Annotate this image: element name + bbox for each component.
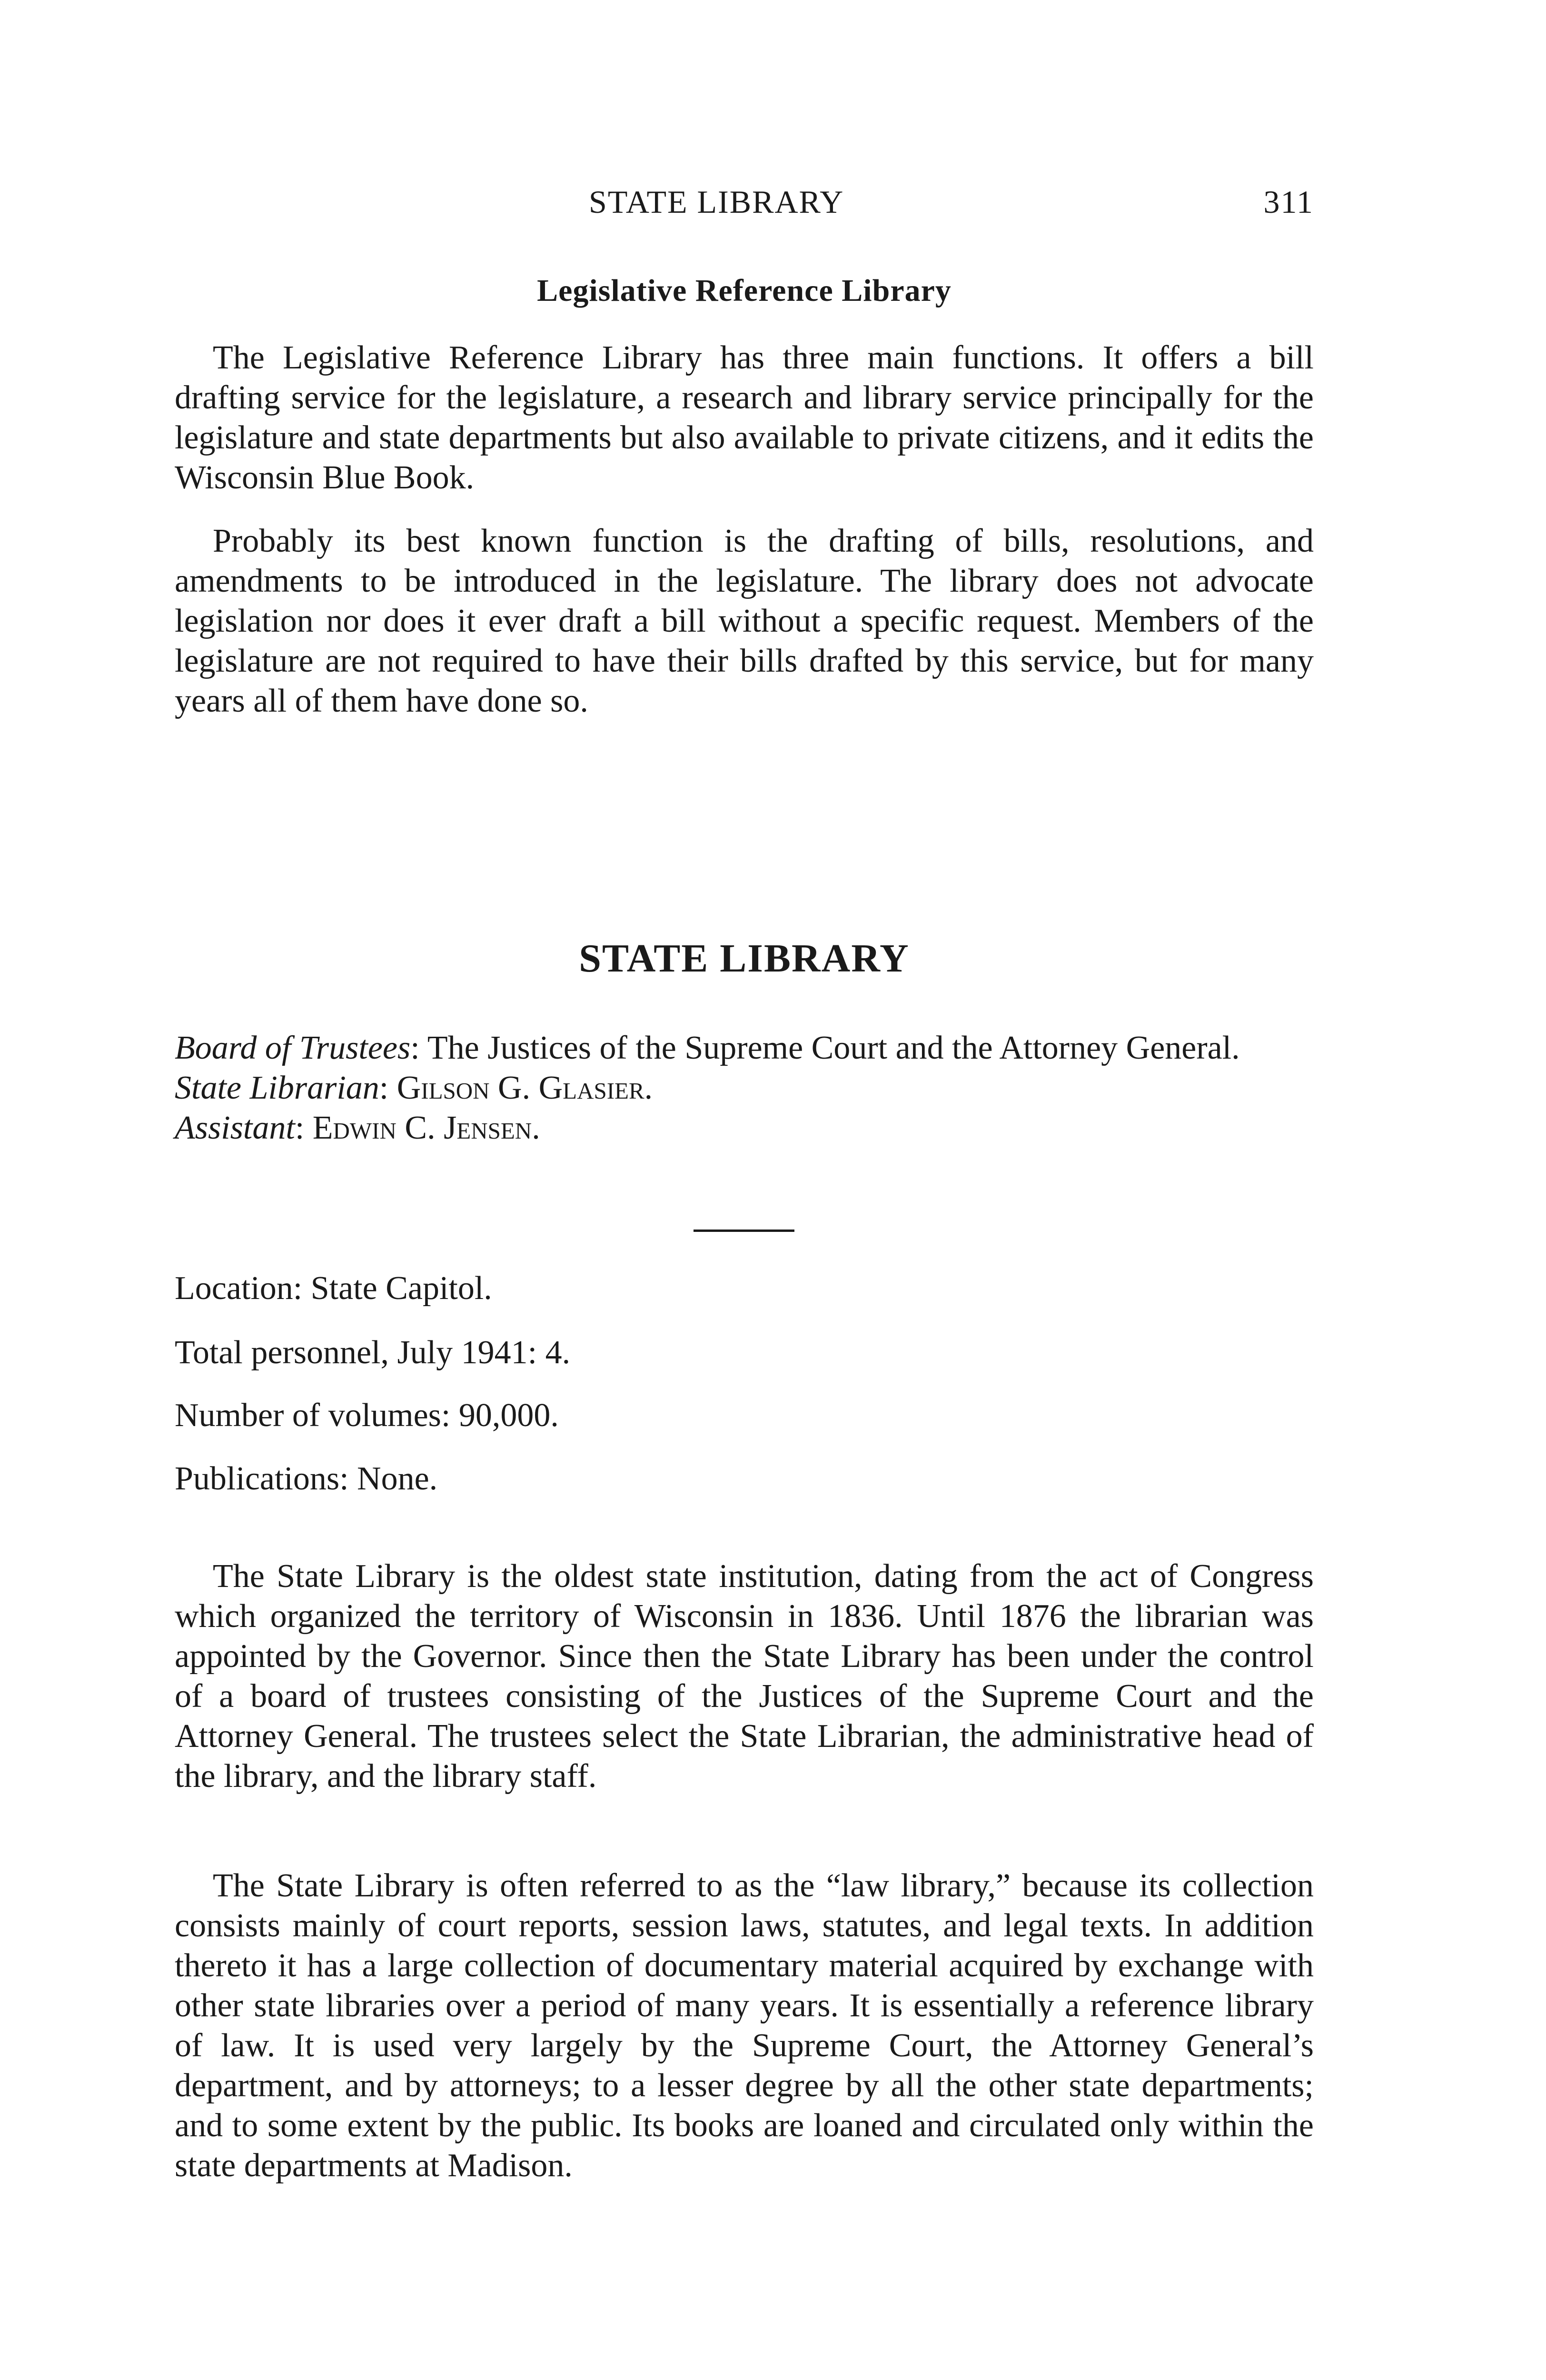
fact-personnel: Total personnel, July 1941: 4. xyxy=(175,1334,571,1371)
officer-row-board xyxy=(175,1028,1314,1068)
state-library-title: STATE LIBRARY xyxy=(579,936,910,981)
page-number: 311 xyxy=(1263,184,1314,220)
legislative-reference-heading: Legislative Reference Library xyxy=(537,273,951,308)
running-head xyxy=(175,183,1314,226)
officer-row-librarian xyxy=(175,1068,1314,1108)
legislative-reference-paragraph-1: The Legislative Reference Library has three main functions. It offers a bill drafting service for the legislature, a research and library service principally for the legislature and state departments but also available to private citizens, and it edits the Wisconsin Blue Book. xyxy=(175,339,1314,496)
officer-separator: : xyxy=(410,1030,420,1066)
fact-location: Location: State Capitol. xyxy=(175,1270,492,1307)
legislative-reference-paragraph-2: Probably its best known function is the drafting of bills, resolutions, and amendments to be introduced in the legislature. The library does not advocate legislation nor does it ever draft a bill without a specific request. Members of the legislature are not required to have their bills drafted by this service, but for many years all of them have done so. xyxy=(175,523,1314,719)
officer-role: Board of Trustees xyxy=(175,1030,411,1066)
section-divider xyxy=(694,1230,794,1232)
officers-list xyxy=(175,1028,1314,1148)
fact-publications: Publications: None. xyxy=(175,1460,438,1497)
officer-value: The Justices of the Supreme Court and the Attorney General. xyxy=(419,1030,1240,1066)
officer-separator: : xyxy=(379,1070,389,1106)
officer-row-assistant xyxy=(175,1108,1314,1148)
officer-role: State Librarian xyxy=(175,1070,379,1106)
officer-value: Gilson G. Glasier. xyxy=(388,1070,653,1106)
officer-value: Edwin C. Jensen. xyxy=(304,1110,540,1146)
officer-role: Assistant xyxy=(175,1110,295,1146)
state-library-paragraph-2: The State Library is often referred to as the “law library,” because its collection consists mainly of court reports, session laws, statutes, and legal texts. In addition thereto it has a large collection of documentary material acquired by exchange with other state libraries over a period of many years. It is essentially a reference library of law. It is used very largely by the Supreme Court, the Attorney General’s department, and by attorneys; to a lesser degree by all the other state departments; and to some extent by the public. Its books are loaned and circulated only within the state departments at Madison. xyxy=(175,1867,1314,2184)
fact-volumes: Number of volumes: 90,000. xyxy=(175,1397,559,1434)
running-head-title: STATE LIBRARY xyxy=(589,184,844,220)
officer-separator: : xyxy=(295,1110,305,1146)
state-library-paragraph-1: The State Library is the oldest state institution, dating from the act of Congress which organized the territory of Wisconsin in 1836. Until 1876 the librarian was appointed by the Governor. Since then the State Library has been under the control of a board of trustees consisting of the Justices of the Supreme Court and the Attorney General. The trustees select the State Librarian, the administrative head of the library, and the library staff. xyxy=(175,1558,1314,1795)
